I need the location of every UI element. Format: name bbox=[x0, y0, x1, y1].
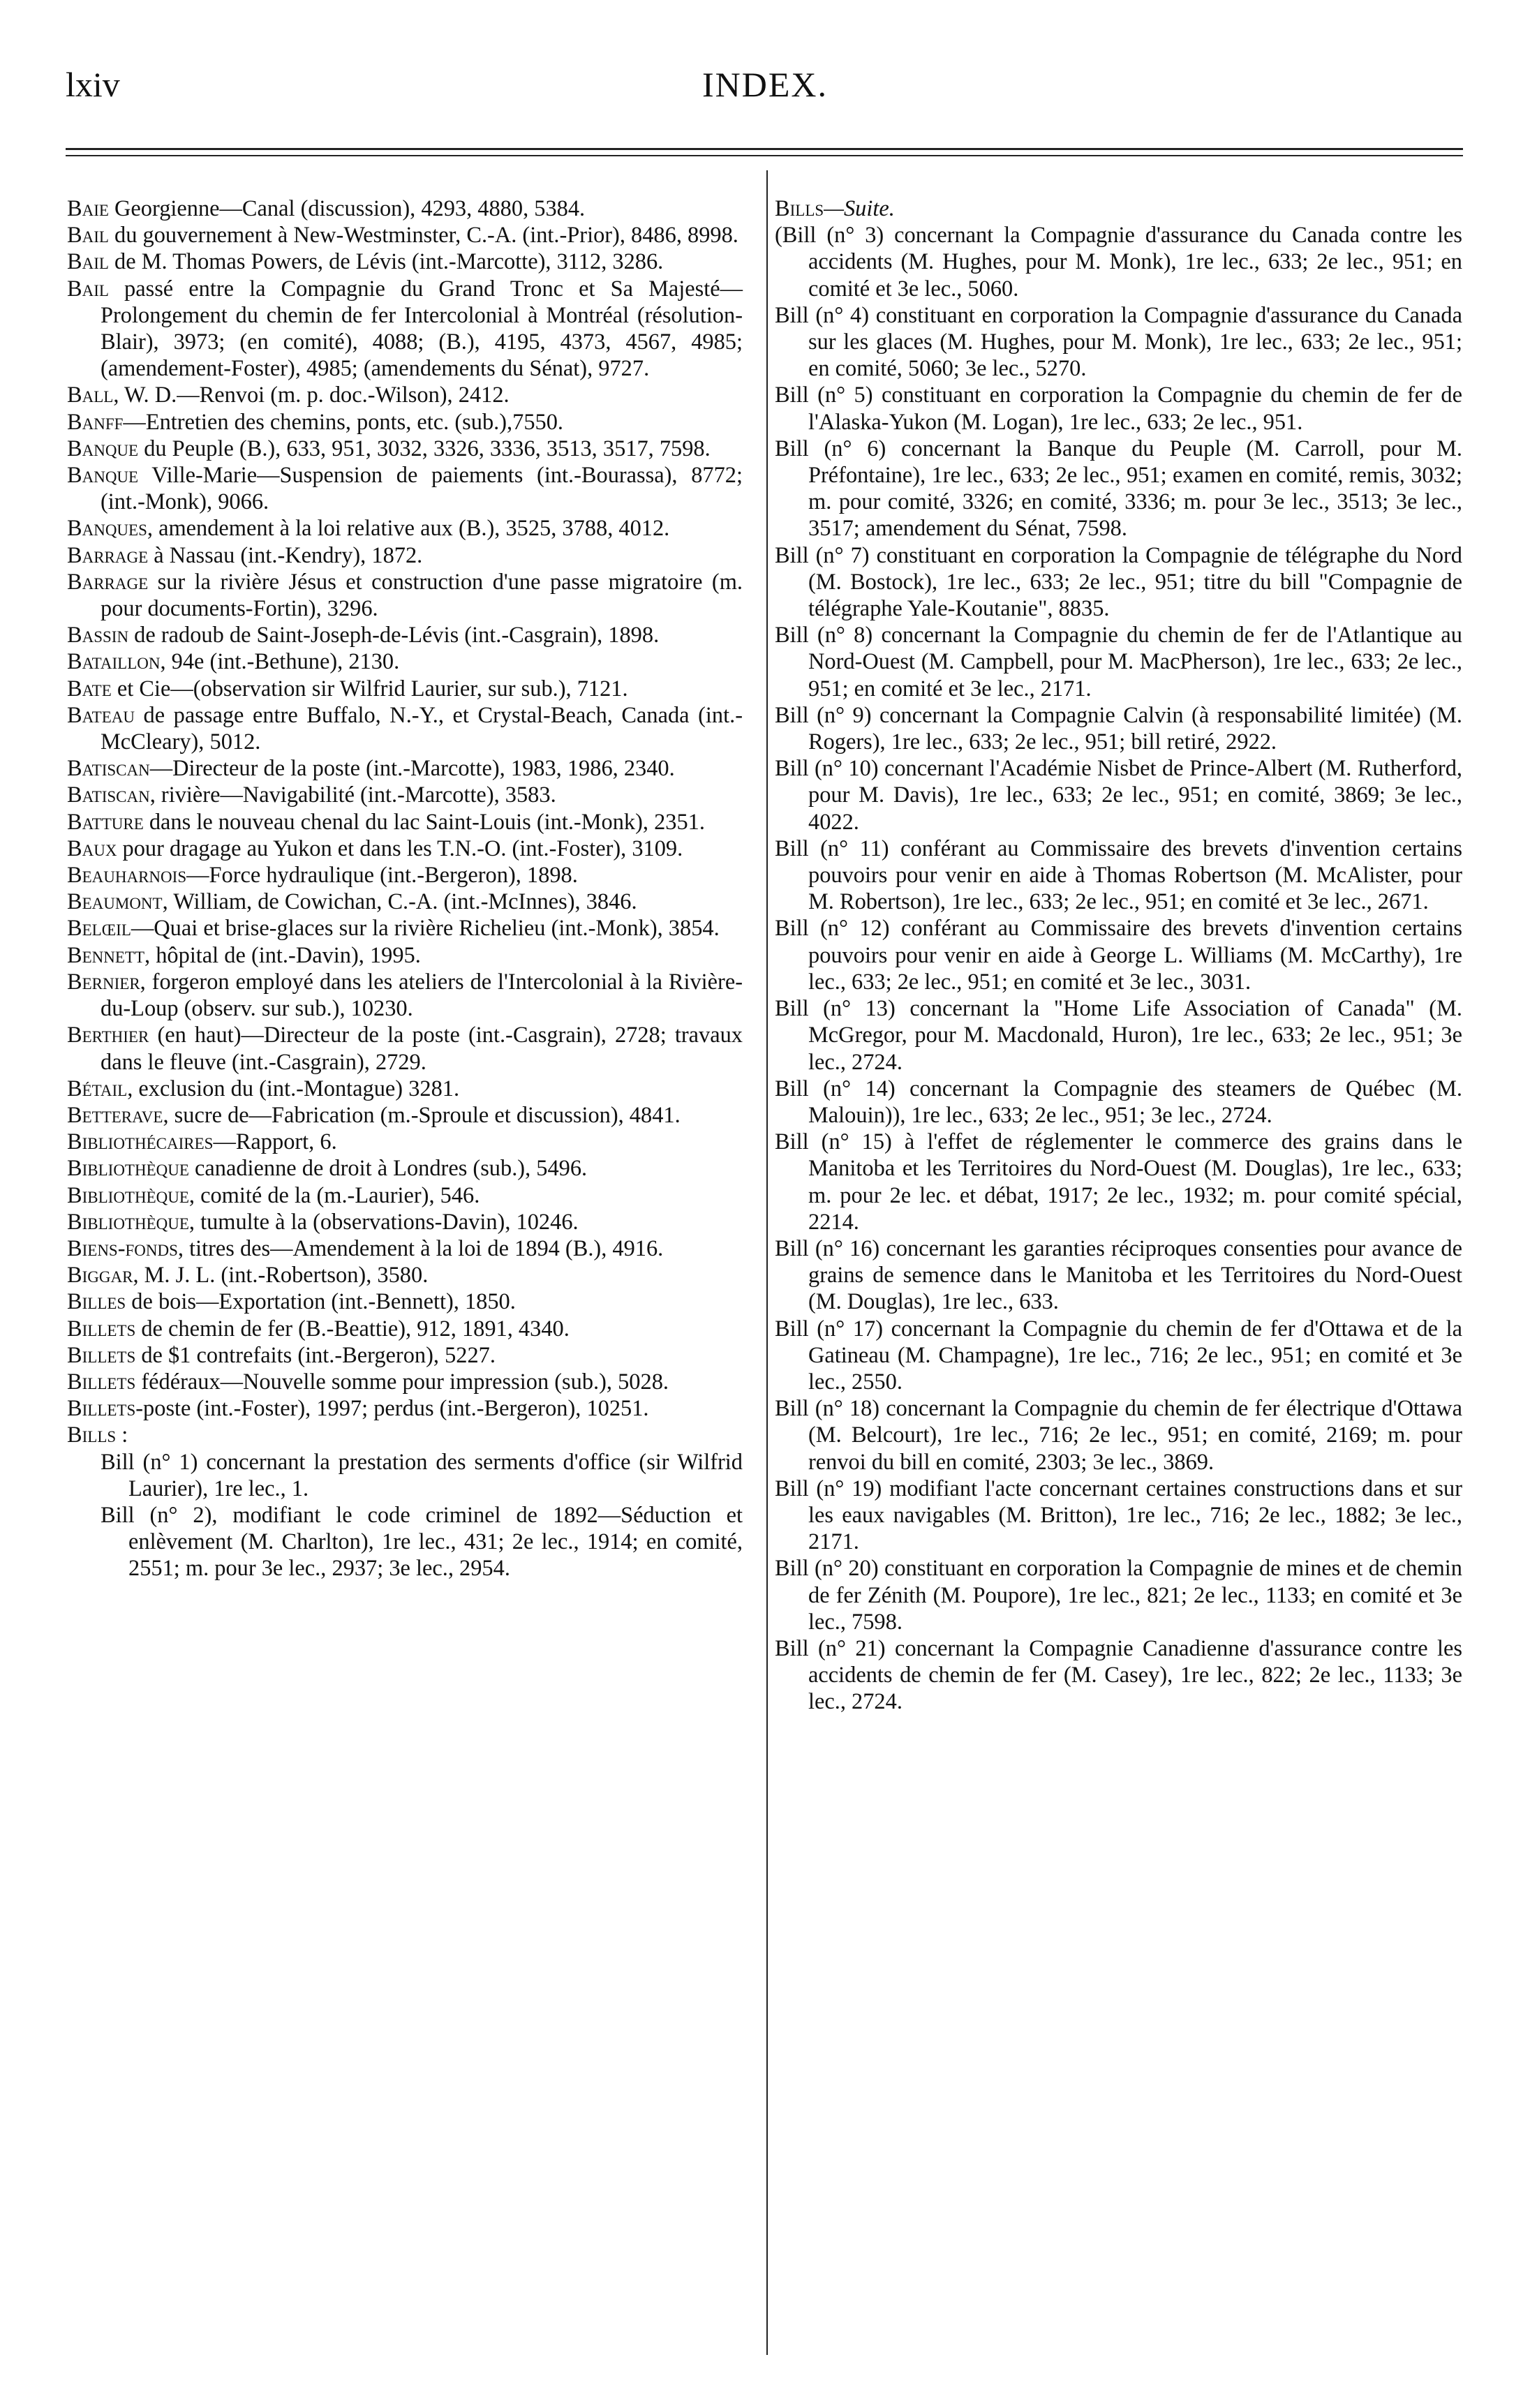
index-entry bbox=[67, 969, 743, 1022]
index-entry bbox=[67, 1262, 743, 1288]
bill-entry: Bill (n° 12) conférant au Commissaire des brevets d'invention certains pouvoirs pour venir en aide à George L. Williams (M. McCarthy), 1re lec., 633; 2e lec., 951; en comité et 3e lec., 3031. bbox=[775, 916, 1462, 995]
index-entry bbox=[67, 462, 743, 515]
entry-text: Georgienne—Canal (discussion), 4293, 4880, 5384. bbox=[108, 196, 586, 221]
bill-entry: Bill (n° 11) conférant au Commissaire des brevets d'invention certains pouvoirs pour venir en aide à Thomas Robertson (M. McAlister, pour M. Robertson), 1re lec., 633; 2e lec., 951; en comité et 3e lec., 2671. bbox=[775, 835, 1462, 915]
bill-entry: Bill (n° 17) concernant la Compagnie du chemin de fer d'Ottawa et de la Gatineau (M. Champagne), 1re lec., 716; 2e lec., 951; en comité et 3e lec., 2550. bbox=[775, 1316, 1462, 1395]
entry-text: , titres des—Amendement à la loi de 1894 (B.), 4916. bbox=[177, 1235, 664, 1261]
entry-keyword: Batiscan bbox=[67, 782, 150, 808]
entry-keyword: Baux bbox=[67, 835, 117, 861]
index-entry bbox=[67, 835, 743, 862]
right-column bbox=[775, 195, 1462, 1716]
entry-keyword: Biens-fonds bbox=[67, 1235, 178, 1261]
index-entry bbox=[67, 889, 743, 915]
left-column bbox=[67, 195, 743, 1582]
entry-text: de passage entre Buffalo, N.-Y., et Crystal-Beach, Canada (int.-McCleary), 5012. bbox=[101, 702, 743, 755]
entry-keyword: Banques bbox=[67, 516, 147, 542]
entry-text: dans le nouveau chenal du lac Saint-Louis (int.-Monk), 2351. bbox=[143, 809, 705, 835]
entry-keyword: Barrage bbox=[67, 542, 149, 568]
bill-entry: Bill (n° 13) concernant la "Home Life Association of Canada" (M. McGregor, pour M. Macdonald, Huron), 1re lec., 633; 2e lec., 951; 3e lec., 2724. bbox=[775, 996, 1462, 1075]
entry-text: et Cie—(observation sir Wilfrid Laurier, sur sub.), 7121. bbox=[111, 676, 628, 701]
bill-entry: Bill (n° 15) à l'effet de réglementer le commerce des grains dans le Manitoba et les Territoires du Nord-Ouest (M. Douglas), 1re lec., 633; m. pour 2e lec. et débat, 1917; 2e lec., 1932; m. pour comité spécial, 2214. bbox=[775, 1129, 1462, 1235]
entry-text: de chemin de fer (B.-Beattie), 912, 1891, 4340. bbox=[135, 1316, 570, 1342]
entry-keyword: Batture bbox=[67, 809, 144, 835]
page-number: lxiv bbox=[66, 65, 120, 104]
entry-text: —Directeur de la poste (int.-Marcotte), 1983, 1986, 2340. bbox=[149, 756, 675, 782]
entry-text: -poste (int.-Foster), 1997; perdus (int.-Bergeron), 10251. bbox=[135, 1396, 649, 1422]
entry-text: de radoub de Saint-Joseph-de-Lévis (int.-Casgrain), 1898. bbox=[128, 623, 660, 648]
entry-keyword: Bills bbox=[67, 1422, 117, 1448]
index-entry-continued bbox=[775, 195, 1462, 222]
index-entry bbox=[67, 1022, 743, 1075]
entry-text: sur la rivière Jésus et construction d'une passe migratoire (m. pour documents-Fortin), 3296. bbox=[101, 569, 743, 622]
bill-entry: Bill (n° 20) constituant en corporation la Compagnie de mines et de chemin de fer Zénith (M. Poupore), 1re lec., 821; 2e lec., 1133; en comité et 3e lec., 7598. bbox=[775, 1556, 1462, 1635]
entry-keyword: Bibliothèque bbox=[67, 1182, 189, 1208]
index-entry bbox=[67, 1129, 743, 1155]
entry-text: du gouvernement à New-Westminster, C.-A. (int.-Prior), 8486, 8998. bbox=[108, 223, 738, 248]
index-entry bbox=[67, 1155, 743, 1182]
header-rule bbox=[66, 148, 1463, 150]
entry-text: , William, de Cowichan, C.-A. (int.-McInnes), 3846. bbox=[162, 889, 637, 915]
bill-entry: Bill (n° 9) concernant la Compagnie Calvin (à responsabilité limitée) (M. Rogers), 1re lec., 633; 2e lec., 951; bill retiré, 2922. bbox=[775, 702, 1462, 755]
entry-text: de bois—Exportation (int.-Bennett), 1850. bbox=[126, 1289, 516, 1315]
entry-text: —Force hydraulique (int.-Bergeron), 1898. bbox=[186, 863, 578, 889]
bill-entry: (Bill (n° 3) concernant la Compagnie d'assurance du Canada contre les accidents (M. Hughes, pour M. Monk), 1re lec., 633; 2e lec., 951; en comité et 3e lec., 5060. bbox=[775, 223, 1462, 302]
bill-entry: Bill (n° 14) concernant la Compagnie des steamers de Québec (M. Malouin)), 1re lec., 633; 2e lec., 951; 3e lec., 2724. bbox=[775, 1076, 1462, 1128]
index-entry bbox=[67, 1395, 743, 1422]
entry-keyword: Ball bbox=[67, 382, 114, 408]
index-entry bbox=[67, 622, 743, 648]
entry-text: , tumulte à la (observations-Davin), 10246. bbox=[188, 1209, 579, 1235]
index-entry bbox=[67, 676, 743, 702]
index-entry bbox=[67, 755, 743, 782]
entry-keyword: Billets bbox=[67, 1396, 136, 1422]
entry-keyword: Bail bbox=[67, 249, 109, 275]
bill-entry: Bill (n° 6) concernant la Banque du Peuple (M. Carroll, pour M. Préfontaine), 1re lec., 633; 2e lec., 951; examen en comité, remis, 3032; m. pour comité, 3326; en comité, 3336; m. pour 3e lec., 3513; 3e lec., 3517; amendement du Sénat, 7598. bbox=[775, 436, 1462, 542]
index-entry bbox=[67, 1422, 743, 1448]
index-entry bbox=[67, 1369, 743, 1395]
index-entry bbox=[67, 1209, 743, 1235]
entry-text: , comité de la (m.-Laurier), 546. bbox=[188, 1182, 480, 1208]
entry-keyword: Billes bbox=[67, 1289, 126, 1315]
bill-entry: Bill (n° 1) concernant la prestation des serments d'office (sir Wilfrid Laurier), 1re lec., 1. bbox=[101, 1449, 743, 1501]
index-entry bbox=[67, 248, 743, 275]
entry-keyword: Banque bbox=[67, 436, 139, 461]
header-rule-thin bbox=[66, 155, 1463, 156]
entry-text: de $1 contrefaits (int.-Bergeron), 5227. bbox=[135, 1342, 496, 1368]
index-entry bbox=[67, 782, 743, 808]
entry-text: , 94e (int.-Bethune), 2130. bbox=[160, 649, 400, 675]
entry-text: , W. D.—Renvoi (m. p. doc.-Wilson), 2412. bbox=[113, 382, 510, 408]
bill-entry: Bill (n° 21) concernant la Compagnie Canadienne d'assurance contre les accidents de chemin de fer (M. Casey), 1re lec., 822; 2e lec., 1133; 3e lec., 2724. bbox=[775, 1635, 1462, 1715]
page-title: INDEX. bbox=[701, 65, 829, 104]
index-entry bbox=[67, 648, 743, 675]
entry-keyword: Beauharnois bbox=[67, 863, 187, 889]
entry-keyword: Billets bbox=[67, 1342, 136, 1368]
index-entry bbox=[67, 1102, 743, 1129]
entry-keyword: Bétail bbox=[67, 1076, 128, 1101]
entry-keyword: Belœil bbox=[67, 916, 131, 942]
index-entry bbox=[67, 1342, 743, 1369]
entry-keyword: Baie bbox=[67, 196, 109, 221]
entry-keyword: Bassin bbox=[67, 623, 129, 648]
entry-text: , forgeron employé dans les ateliers de l'Intercolonial à la Rivière-du-Loup (observ. sur sub.), 10230. bbox=[101, 969, 743, 1022]
entry-keyword: Batiscan bbox=[67, 756, 150, 782]
entry-keyword: Bernier bbox=[67, 969, 140, 995]
entry-keyword: Barrage bbox=[67, 569, 149, 595]
index-entry bbox=[67, 1316, 743, 1342]
index-entry bbox=[67, 862, 743, 889]
entry-keyword: Bibliothèque bbox=[67, 1209, 189, 1235]
entry-keyword: Beaumont bbox=[67, 889, 163, 915]
entry-keyword: Bataillon bbox=[67, 649, 161, 675]
entry-keyword: Biggar bbox=[67, 1263, 133, 1288]
entry-keyword: Bate bbox=[67, 676, 112, 701]
index-entry bbox=[67, 382, 743, 408]
column-divider bbox=[766, 170, 768, 2355]
bill-entry: Bill (n° 7) constituant en corporation la Compagnie de télégraphe du Nord (M. Bostock), 1re lec., 633; 2e lec., 951; titre du bill "Compagnie de télégraphe Yale-Koutanie", 8835. bbox=[775, 542, 1462, 622]
entry-text: , hôpital de (int.-Davin), 1995. bbox=[144, 942, 421, 968]
bill-entry: Bill (n° 10) concernant l'Académie Nisbet de Prince-Albert (M. Rutherford, pour M. Davis), 1re lec., 633; 2e lec., 951; en comité, 3869; 3e lec., 4022. bbox=[775, 756, 1462, 835]
entry-keyword: Bibliothécaires bbox=[67, 1129, 214, 1155]
bill-entry: Bill (n° 18) concernant la Compagnie du chemin de fer électrique d'Ottawa (M. Belcourt), 1re lec., 716; 2e lec., 951; en comité, 2169; m. pour renvoi du bill en comité, 2303; 3e lec., 3869. bbox=[775, 1396, 1462, 1475]
entry-text: —Quai et brise-glaces sur la rivière Richelieu (int.-Monk), 3854. bbox=[131, 916, 720, 942]
entry-keyword: Betterave bbox=[67, 1102, 163, 1128]
entry-keyword: Bail bbox=[67, 276, 109, 302]
bill-entry: Bill (n° 4) constituant en corporation la Compagnie d'assurance du Canada sur les glaces (M. Hughes, pour M. Monk), 1re lec., 633; 2e lec., 951; en comité, 5060; 3e lec., 5270. bbox=[775, 302, 1462, 382]
entry-keyword: Billets bbox=[67, 1369, 136, 1395]
entry-text: , amendement à la loi relative aux (B.), 3525, 3788, 4012. bbox=[147, 516, 670, 542]
entry-continued-label: —Suite. bbox=[824, 196, 895, 221]
entry-keyword: Billets bbox=[67, 1316, 136, 1342]
entry-text: fédéraux—Nouvelle somme pour impression (sub.), 5028. bbox=[135, 1369, 669, 1395]
bill-entry: Bill (n° 5) constituant en corporation la Compagnie du chemin de fer de l'Alaska-Yukon (M. Logan), 1re lec., 633; 2e lec., 951. bbox=[775, 382, 1462, 435]
index-entry bbox=[67, 809, 743, 835]
bill-entry: Bill (n° 8) concernant la Compagnie du chemin de fer de l'Atlantique au Nord-Ouest (M. Campbell, pour M. MacPherson), 1re lec., 633; 2e lec., 951; en comité et 3e lec., 2171. bbox=[775, 623, 1462, 701]
entry-keyword: Bateau bbox=[67, 702, 135, 728]
index-entry bbox=[67, 1288, 743, 1315]
entry-keyword: Bail bbox=[67, 223, 109, 248]
entry-keyword: Bibliothèque bbox=[67, 1156, 189, 1182]
entry-text: , M. J. L. (int.-Robertson), 3580. bbox=[133, 1263, 429, 1288]
entry-text: de M. Thomas Powers, de Lévis (int.-Marcotte), 3112, 3286. bbox=[108, 249, 664, 275]
index-entry bbox=[67, 569, 743, 622]
index-entry bbox=[67, 409, 743, 436]
index-entry bbox=[67, 436, 743, 462]
bill-entry: Bill (n° 16) concernant les garanties réciproques consenties pour avance de grains de semence dans le Manitoba et les Territoires du Nord-Ouest (M. Douglas), 1re lec., 633. bbox=[775, 1235, 1462, 1315]
bill-entry: Bill (n° 2), modifiant le code criminel de 1892—Séduction et enlèvement (M. Charlton), 1re lec., 431; 2e lec., 1914; en comité, 2551; m. pour 3e lec., 2937; 3e lec., 2954. bbox=[101, 1502, 743, 1582]
index-entry bbox=[67, 702, 743, 755]
entry-text: , rivière—Navigabilité (int.-Marcotte), 3583. bbox=[149, 782, 556, 808]
index-entry bbox=[67, 542, 743, 569]
index-entry bbox=[67, 1182, 743, 1209]
entry-text: du Peuple (B.), 633, 951, 3032, 3326, 3336, 3513, 3517, 7598. bbox=[138, 436, 711, 461]
entry-text: à Nassau (int.-Kendry), 1872. bbox=[148, 542, 423, 568]
index-entry bbox=[67, 276, 743, 382]
entry-keyword: Banque bbox=[67, 463, 139, 489]
entry-text: pour dragage au Yukon et dans les T.N.-O. (int.-Foster), 3109. bbox=[117, 835, 683, 861]
index-entry bbox=[67, 1235, 743, 1262]
entry-text: —Rapport, 6. bbox=[213, 1129, 337, 1155]
entry-keyword: Bills bbox=[775, 196, 824, 221]
entry-text: , sucre de—Fabrication (m.-Sproule et discussion), 4841. bbox=[163, 1102, 681, 1128]
index-entry bbox=[67, 222, 743, 248]
index-entry bbox=[67, 515, 743, 542]
index-entry bbox=[67, 942, 743, 969]
entry-text: Ville-Marie—Suspension de paiements (int.-Bourassa), 8772; (int.-Monk), 9066. bbox=[101, 463, 743, 515]
entry-text: : bbox=[116, 1422, 128, 1448]
entry-text: , exclusion du (int.-Montague) 3281. bbox=[127, 1076, 460, 1101]
index-entry bbox=[67, 195, 743, 222]
bill-entry: Bill (n° 19) modifiant l'acte concernant certaines constructions dans et sur les eaux navigables (M. Britton), 1re lec., 716; 2e lec., 1882; 3e lec., 2171. bbox=[775, 1476, 1462, 1555]
entry-text: passé entre la Compagnie du Grand Tronc et Sa Majesté—Prolongement du chemin de fer Intercolonial à Montréal (résolution-Blair), 3973; (en comité), 4088; (B.), 4195, 4373, 4567, 4985; (amendement-Foster), 4985; (amendements du Sénat), 9727. bbox=[101, 276, 743, 382]
entry-text: canadienne de droit à Londres (sub.), 5496. bbox=[188, 1156, 588, 1182]
index-entry bbox=[67, 1076, 743, 1102]
entry-keyword: Bennett bbox=[67, 942, 145, 968]
entry-text: —Entretien des chemins, ponts, etc. (sub.),7550. bbox=[123, 409, 564, 435]
entry-text: (en haut)—Directeur de la poste (int.-Casgrain), 2728; travaux dans le fleuve (int.-Casgrain), 2729. bbox=[101, 1023, 743, 1075]
index-entry bbox=[67, 915, 743, 942]
entry-keyword: Banff bbox=[67, 409, 124, 435]
entry-keyword: Berthier bbox=[67, 1023, 149, 1048]
